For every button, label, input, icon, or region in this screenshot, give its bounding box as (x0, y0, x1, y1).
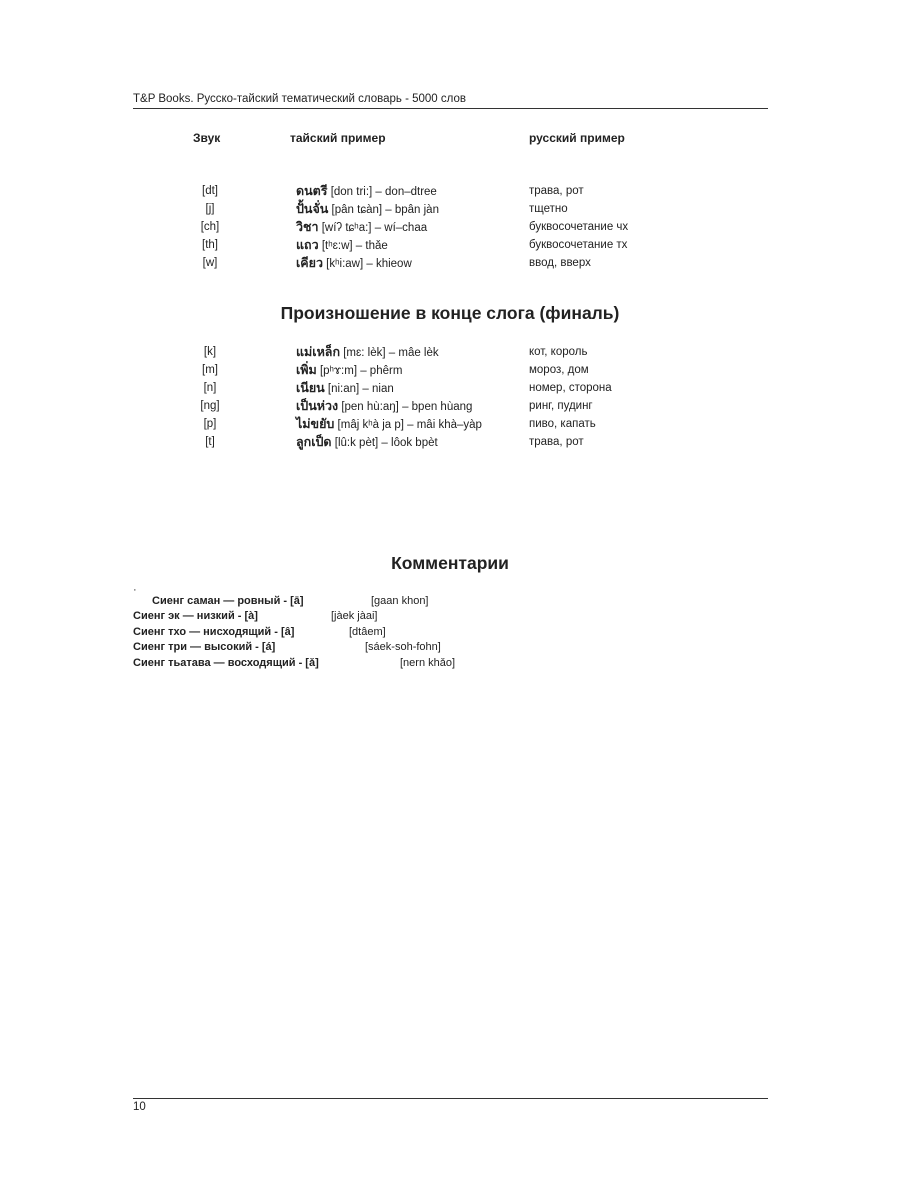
tone-label: Сиенг саман — ровный - [ā] (152, 595, 304, 607)
thai-example-cell (296, 236, 388, 255)
table-row (0, 254, 900, 272)
russian-example-cell: тщетно (529, 203, 568, 215)
thai-example-cell (296, 200, 439, 219)
sound-cell: [j] (205, 203, 215, 215)
header-rule (133, 108, 768, 109)
thai-word: แม่เหล็ก (296, 344, 341, 359)
column-header-russian: русский пример (529, 131, 625, 145)
thai-example-cell (296, 397, 472, 416)
table-row (0, 200, 900, 218)
tone-label: Сиенг тьатава — восходящий - [ǎ] (133, 657, 319, 669)
sound-cell: [th] (202, 239, 218, 251)
tone-label: Сиенг тхо — нисходящий - [â] (133, 626, 295, 638)
thai-word: ดนตรี (296, 183, 328, 198)
sound-cell: [w] (202, 257, 218, 269)
tone-example: [gaan khon] (371, 595, 429, 607)
transcription: [mâj kʰà ja p] – mâi khà–yàp (334, 419, 482, 431)
table-row (0, 379, 900, 397)
footer-rule (133, 1098, 768, 1099)
thai-word: เป็นห่วง (296, 398, 339, 413)
thai-word: ปั้นจั่น (296, 201, 329, 216)
transcription: [tʰɛ:w] – thǎe (318, 240, 388, 252)
transcription: [lû:k pèt] – lôok bpèt (331, 437, 438, 449)
table-row (0, 433, 900, 451)
table-row (0, 397, 900, 415)
transcription: [don tri:] – don–dtree (327, 186, 437, 198)
thai-word: ลูกเป็ด (296, 434, 332, 449)
table-row (0, 361, 900, 379)
bullet-mark: · (133, 584, 137, 596)
sound-cell: [p] (203, 418, 217, 430)
table-row (0, 415, 900, 433)
russian-example-cell: мороз, дом (529, 364, 589, 376)
thai-example-cell (296, 343, 439, 362)
sound-cell: [n] (203, 382, 217, 394)
final-section-title: Произношение в конце слога (финаль) (280, 303, 620, 323)
thai-word: เนียน (296, 380, 325, 395)
sound-cell: [ch] (200, 221, 220, 233)
thai-example-cell (296, 433, 438, 452)
russian-example-cell: кот, король (529, 346, 588, 358)
column-header-sound: Звук (193, 131, 221, 145)
page-number: 10 (133, 1101, 146, 1113)
running-header: T&P Books. Русско-тайский тематический словарь - 5000 слов (133, 93, 466, 105)
thai-example-cell (296, 361, 402, 380)
tone-example: [jàek jàai] (331, 610, 378, 622)
transcription: [kʰi:aw] – khieow (322, 258, 412, 270)
tone-example: [sáek-soh-fohn] (365, 641, 441, 653)
russian-example-cell: буквосочетание тх (529, 239, 628, 251)
transcription: [wíʔ tɕʰa:] – wí–chaa (318, 222, 428, 234)
thai-word: ไม่ขยับ (296, 416, 335, 431)
thai-word: เคียว (296, 255, 323, 270)
table-row (0, 182, 900, 200)
table-row (0, 218, 900, 236)
tone-example: [nern khǎo] (400, 657, 456, 669)
russian-example-cell: буквосочетание чх (529, 221, 629, 233)
russian-example-cell: трава, рот (529, 436, 584, 448)
thai-word: เพิ่ม (296, 362, 317, 377)
comments-title: Комментарии (391, 553, 509, 573)
russian-example-cell: номер, сторона (529, 382, 612, 394)
sound-cell: [ng] (200, 400, 220, 412)
tone-label: Сиенг три — высокий - [á] (133, 641, 276, 653)
russian-example-cell: пиво, капать (529, 418, 596, 430)
thai-example-cell (296, 379, 394, 398)
transcription: [pân tɕàn] – bpân jàn (328, 204, 439, 216)
table-row (0, 236, 900, 254)
transcription: [pʰɤ:m] – phêrm (316, 365, 403, 377)
column-header-thai: тайский пример (290, 131, 386, 145)
transcription: [ni:an] – nian (324, 383, 394, 395)
thai-example-cell (296, 254, 412, 273)
thai-example-cell (296, 415, 482, 434)
transcription: [pen hù:aŋ] – bpen hùang (338, 401, 473, 413)
sound-cell: [m] (202, 364, 218, 376)
russian-example-cell: ринг, пудинг (529, 400, 593, 412)
russian-example-cell: ввод, вверх (529, 257, 591, 269)
tone-label: Сиенг эк — низкий - [à] (133, 610, 258, 622)
thai-example-cell (296, 182, 437, 201)
sound-cell: [k] (203, 346, 217, 358)
sound-cell: [dt] (202, 185, 218, 197)
thai-word: แถว (296, 237, 319, 252)
russian-example-cell: трава, рот (529, 185, 584, 197)
tone-example: [dtâem] (349, 626, 386, 638)
transcription: [mɛ: lèk] – mâe lèk (340, 347, 439, 359)
thai-word: วิชา (296, 219, 319, 234)
sound-cell: [t] (205, 436, 215, 448)
table-row (0, 343, 900, 361)
thai-example-cell (296, 218, 427, 237)
